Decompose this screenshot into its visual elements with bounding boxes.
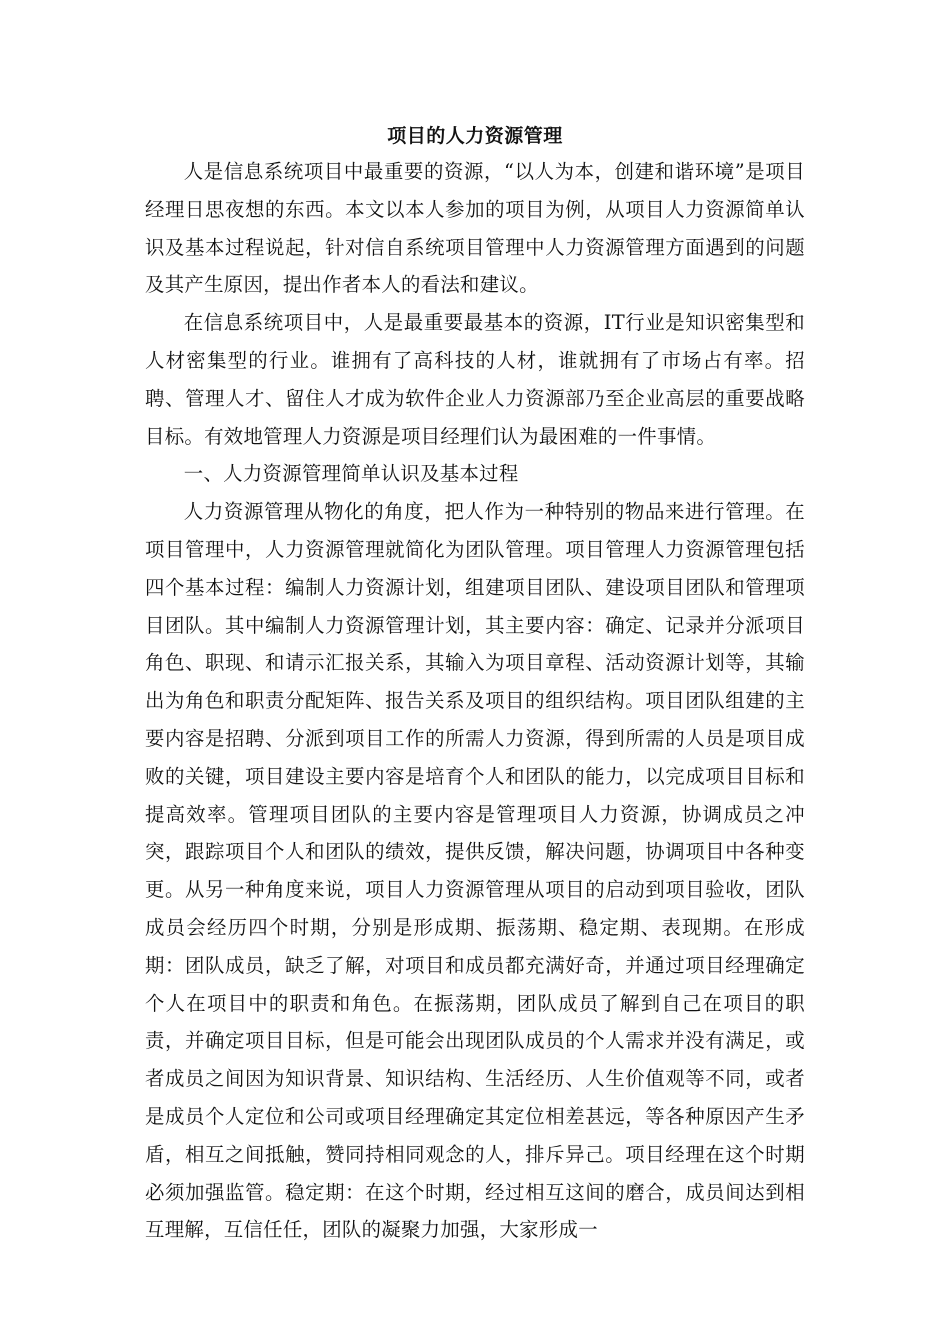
document-page bbox=[145, 119, 805, 1249]
section-body-paragraph: 人力资源管理从物化的角度，把人作为一种特别的物品来进行管理。在项目管理中，人力资源管理就简化为团队管理。项目管理人力资源管理包括四个基本过程：编制人力资源计划，组建项目团队、建设项目团队和管理项目团队。其中编制人力资源管理计划，其主要内容：确定、记录并分派项目角色、职现、和请示汇报关系，其输入为项目章程、活动资源计划等，其输出为角色和职责分配矩阵、报告关系及项目的组织结构。项目团队组建的主要内容是招聘、分派到项目工作的所需人力资源，得到所需的人员是项目成败的关键，项目建设主要内容是培育个人和团队的能力，以完成项目目标和提高效率。管理项目团队的主要内容是管理项目人力资源，协调成员之冲突，跟踪项目个人和团队的绩效，提供反馈，解决问题，协调项目中各种变更。从另一种角度来说，项目人力资源管理从项目的启动到项目验收，团队成员会经历四个时期，分别是形成期、振荡期、稳定期、表现期。在形成期：团队成员，缺乏了解，对项目和成员都充满好奇，并通过项目经理确定个人在项目中的职责和角色。在振荡期，团队成员了解到自己在项目的职责，并确定项目目标，但是可能会出现团队成员的个人需求并没有满足，或者成员之间因为知识背景、知识结构、生活经历、人生价值观等不同，或者是成员个人定位和公司或项目经理确定其定位相差甚远，等各种原因产生矛盾，相互之间抵触，赞同持相同观念的人，排斥异己。项目经理在这个时期必须加强监管。稳定期：在这个时期，经过相互这间的磨合，成员间达到相互理解，互信任任，团队的凝聚力加强，大家形成一 bbox=[145, 500, 805, 1242]
document-title: 项目的人力资源管理 bbox=[387, 125, 563, 147]
intro-paragraph: 人是信息系统项目中最重要的资源，“以人为本，创建和谐环境”是项目经理日思夜想的东西。本文以本人参加的项目为例，从项目人力资源简单认识及基本过程说起，针对信自系统项目管理中人力资源管理方面遇到的问题及其产生原因，提出作者本人的看法和建议。 bbox=[145, 160, 805, 297]
section-heading: 一、人力资源管理简单认识及基本过程 bbox=[183, 462, 519, 486]
context-paragraph: 在信息系统项目中，人是最重要最基本的资源，IT行业是知识密集型和人材密集型的行业。谁拥有了高科技的人材，谁就拥有了市场占有率。招聘、管理人才、留住人才成为软件企业人力资源部乃至企业高层的重要战略目标。有效地管理人力资源是项目经理们认为最困难的一件事情。 bbox=[145, 311, 805, 448]
